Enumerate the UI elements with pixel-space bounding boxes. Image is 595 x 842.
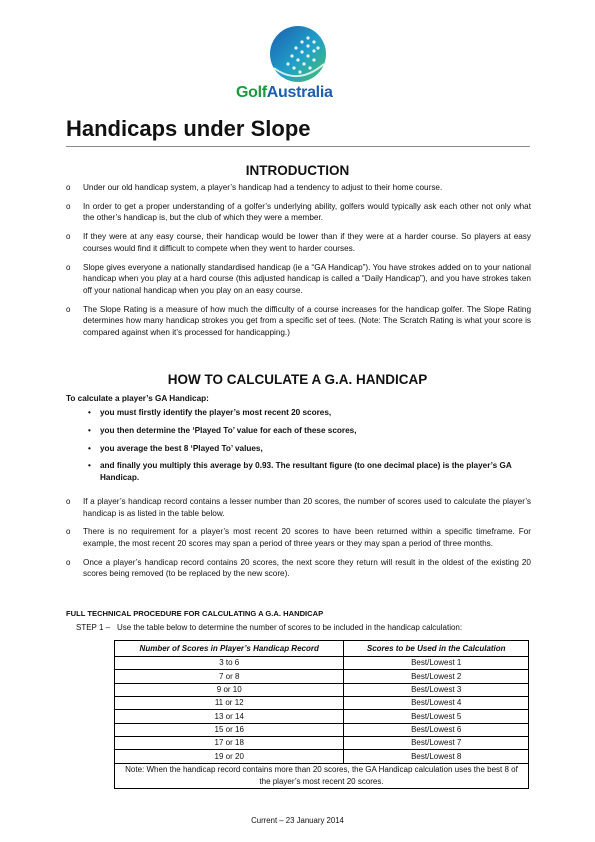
table-cell: Best/Lowest 7 — [344, 737, 529, 750]
step-1-text: Use the table below to determine the number of scores to be included in the handicap calculation: — [117, 623, 463, 632]
table-row — [115, 750, 529, 763]
how-to-heading: HOW TO CALCULATE A G.A. HANDICAP — [167, 372, 428, 387]
intro-item: o If they were at any easy course, their handicap would be lower than if they were at a harder course. So players at easy courses would find it difficult to compete when they went to harder courses. — [66, 231, 531, 254]
table-cell: 13 or 14 — [115, 710, 344, 723]
table-cell: Best/Lowest 6 — [344, 723, 529, 736]
table-cell: 7 or 8 — [115, 670, 344, 683]
table-cell: 3 to 6 — [115, 656, 344, 669]
table-cell: 9 or 10 — [115, 683, 344, 696]
table-cell: 19 or 20 — [115, 750, 344, 763]
introduction-heading: INTRODUCTION — [245, 163, 350, 178]
table-cell: Best/Lowest 5 — [344, 710, 529, 723]
table-row — [115, 670, 529, 683]
table-row — [115, 737, 529, 750]
how-to-note: o Once a player’s handicap record contains 20 scores, the next score they return will result in the oldest of the existing 20 scores being removed (to be replaced by the new score). — [66, 557, 531, 580]
table-row — [115, 723, 529, 736]
logo-wordmark-golf: Golf — [236, 84, 267, 101]
table-cell: 17 or 18 — [115, 737, 344, 750]
page-title: Handicaps under Slope — [66, 116, 311, 141]
column-header: Scores to be Used in the Calculation — [344, 641, 529, 657]
table-note-row — [115, 763, 529, 788]
how-to-step: • you must firstly identify the player’s most recent 20 scores, — [88, 407, 532, 419]
table-cell: Best/Lowest 2 — [344, 670, 529, 683]
column-header: Number of Scores in Player’s Handicap Record — [115, 641, 344, 657]
step-1 — [76, 623, 462, 632]
table-row — [115, 683, 529, 696]
step-1-label: STEP 1 – — [76, 623, 111, 632]
how-to-step: • you then determine the ‘Played To’ value for each of these scores, — [88, 425, 532, 437]
table-header-row — [115, 641, 529, 657]
intro-item: o The Slope Rating is a measure of how much the difficulty of a course increases for the handicap golfer. The Slope Rating determines how many handicap strokes you get from a specific set of tees. (Note: The Scratch Rating is what your score is compared against when it’s processed for handicapping.) — [66, 304, 531, 339]
technical-procedure-heading: FULL TECHNICAL PROCEDURE FOR CALCULATING A G.A. HANDICAP — [66, 609, 324, 618]
how-to-lead: To calculate a player’s GA Handicap: — [66, 394, 209, 403]
table-cell: Best/Lowest 4 — [344, 696, 529, 709]
how-to-notes-list — [66, 496, 531, 587]
title-divider — [66, 146, 530, 147]
table-note: Note: When the handicap record contains more than 20 scores, the GA Handicap calculation uses the best 8 of the player’s most recent 20 scores. — [115, 763, 529, 788]
page-footer: Current – 23 January 2014 — [251, 816, 344, 825]
how-to-note: o If a player’s handicap record contains a lesser number than 20 scores, the number of scores used to calculate the player’s handicap is as listed in the table below. — [66, 496, 531, 519]
table-cell: Best/Lowest 1 — [344, 656, 529, 669]
how-to-step: • and finally you multiply this average by 0.93. The resultant figure (to one decimal place) is the player’s GA Handicap. — [88, 460, 532, 483]
table-cell: 11 or 12 — [115, 696, 344, 709]
intro-item: o In order to get a proper understanding of a golfer’s underlying ability, golfers would typically ask each other not only what the other’s handicap is, but the club of which they were a member. — [66, 201, 531, 224]
how-to-note: o There is no requirement for a player’s most recent 20 scores to have been returned within a specific timeframe. For example, the most recent 20 scores may span a period of three years or they may span a period of three months. — [66, 526, 531, 549]
scores-table — [114, 640, 529, 789]
table-row — [115, 710, 529, 723]
how-to-steps-list — [88, 407, 532, 490]
logo-wordmark-australia: Australia — [266, 84, 333, 101]
how-to-step: • you average the best 8 ‘Played To’ values, — [88, 443, 532, 455]
table-row — [115, 696, 529, 709]
logo-wordmark — [236, 84, 333, 102]
table-cell: 15 or 16 — [115, 723, 344, 736]
table-row — [115, 656, 529, 669]
table-cell: Best/Lowest 3 — [344, 683, 529, 696]
introduction-list — [66, 182, 531, 345]
intro-item: o Slope gives everyone a nationally standardised handicap (ie a “GA Handicap”). You have strokes added on to your national handicap when you play at a hard course (this adjusted handicap is called a “Daily Handicap”), and you have strokes taken off your national handicap when you play on an easy course. — [66, 262, 531, 297]
table-cell: Best/Lowest 8 — [344, 750, 529, 763]
intro-item: o Under our old handicap system, a player’s handicap had a tendency to adjust to their home course. — [66, 182, 531, 194]
